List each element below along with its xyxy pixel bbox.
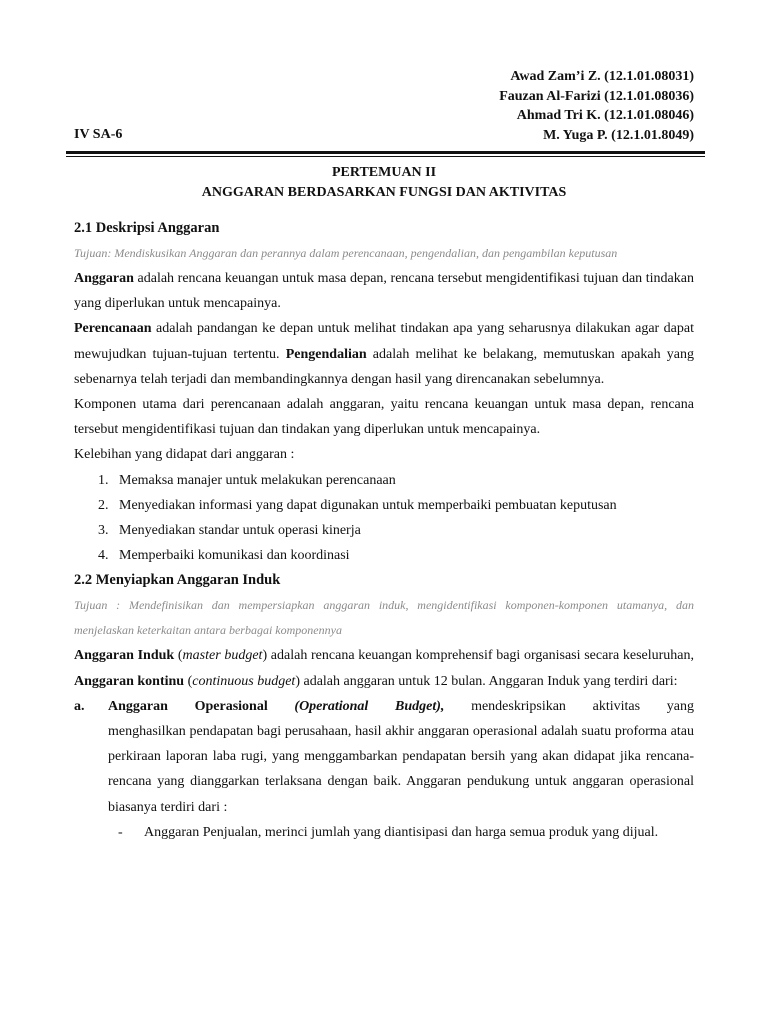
word: yang [666, 698, 694, 714]
item-heading-line [108, 694, 694, 719]
term: Pengendalian [285, 346, 367, 362]
term: Anggaran kontinu [74, 673, 185, 689]
term-english: continuous budget [192, 673, 296, 689]
term-english: master budget [182, 648, 263, 664]
list-item [98, 518, 694, 543]
term: Anggaran [74, 271, 134, 286]
list-number: 2. [98, 497, 109, 513]
text: adalah melihat ke belakang, memutuskan apakah yang sebenarnya telah terjadi dan membandingkannya dengan hasil yang direncanakan sebelumnya. [74, 346, 694, 387]
author-list [499, 67, 694, 145]
item-text: Anggaran Penjualan, merinci jumlah yang diantisipasi dan harga semua produk yang dijual. [144, 824, 659, 840]
paragraph [74, 266, 694, 316]
author-line: M. Yuga P. (12.1.01.8049) [543, 127, 694, 143]
header-divider-thin [66, 156, 705, 157]
title-line-2: ANGGARAN BERDASARKAN FUNGSI DAN AKTIVITAS [201, 184, 567, 200]
text: ) adalah rencana keuangan komprehensif bagi organisasi secara keseluruhan, [262, 648, 694, 664]
lettered-item [74, 694, 694, 820]
list-text: Memperbaiki komunikasi dan koordinasi [119, 548, 350, 564]
section-heading: 2.2 Menyiapkan Anggaran Induk [74, 572, 281, 589]
word: aktivitas [592, 698, 641, 714]
word: Operasional [194, 698, 268, 714]
list-intro: Kelebihan yang didapat dari anggaran : [74, 447, 295, 463]
word: Budget), [394, 698, 445, 714]
item-body: menghasilkan pendapatan bagi perusahaan, hasil akhir anggaran operasional adalah suatu proforma atau perkiraan laporan laba rugi, yang menggambarkan pendapatan bersih yang akan didapat jika rencana-rencana yang dianggarkan terlaksana dengan baik. Anggaran pendukung untuk anggaran operasional biasanya terdiri dari : [108, 724, 694, 815]
list-item [98, 468, 694, 493]
list-number: 3. [98, 523, 109, 539]
list-text: Menyediakan standar untuk operasi kinerja [119, 523, 361, 539]
author-line: Ahmad Tri K. (12.1.01.08046) [516, 108, 694, 123]
list-number: 1. [98, 472, 109, 488]
text: ( [174, 648, 183, 664]
list-number: 4. [98, 548, 109, 564]
text: adalah pandangan ke depan untuk melihat tindakan apa yang seharusnya dilakukan agar dapat mewujudkan tujuan-tujuan tertentu. [74, 321, 694, 362]
section-heading: 2.1 Deskripsi Anggaran [74, 220, 220, 236]
item-content [108, 694, 694, 820]
word: Anggaran [108, 698, 168, 714]
item-marker: - [118, 824, 123, 840]
paragraph [74, 316, 694, 392]
list-item [98, 543, 694, 568]
paragraph: Komponen utama dari perencanaan adalah anggaran, yaitu rencana keuangan untuk masa depan, rencana tersebut mengidentifikasi tujuan dan tindakan yang diperlukan untuk mencapainya. [74, 397, 694, 438]
author-line: Fauzan Al-Farizi (12.1.01.08036) [499, 88, 694, 104]
sub-list-item [74, 820, 694, 845]
list-text: Menyediakan informasi yang dapat digunakan untuk memperbaiki pembuatan keputusan [119, 497, 617, 513]
section-goal: Tujuan: Mendiskusikan Anggaran dan perannya dalam perencanaan, pengendalian, dan pengambilan keputusan [74, 246, 618, 260]
section-goal: Tujuan : Mendefinisikan dan mempersiapkan anggaran induk, mengidentifikasi komponen-komponen utamanya, dan menjelaskan keterkaitan antara berbagai komponennya [74, 598, 694, 638]
document-body [74, 163, 694, 845]
word: mendeskripsikan [471, 698, 566, 714]
header-divider-thick [66, 151, 705, 154]
term: Anggaran Induk [74, 648, 175, 664]
list-item [98, 493, 694, 518]
word: (Operational [294, 698, 369, 714]
document-title [74, 163, 694, 202]
author-line: Awad Zam’i Z. (12.1.01.08031) [510, 69, 694, 84]
paragraph [74, 643, 694, 693]
item-marker: a. [74, 698, 85, 714]
text: ( [184, 673, 193, 689]
numbered-list [74, 468, 694, 569]
class-code: IV SA-6 [74, 127, 123, 142]
title-line-1: PERTEMUAN II [331, 165, 437, 180]
text: adalah rencana keuangan untuk masa depan, rencana tersebut mengidentifikasi tujuan dan tindakan yang diperlukan untuk mencapainya. [74, 271, 694, 312]
list-text: Memaksa manajer untuk melakukan perencanaan [119, 472, 396, 488]
text: ) adalah anggaran untuk 12 bulan. Anggaran Induk yang terdiri dari: [295, 673, 678, 689]
term: Perencanaan [74, 321, 152, 337]
